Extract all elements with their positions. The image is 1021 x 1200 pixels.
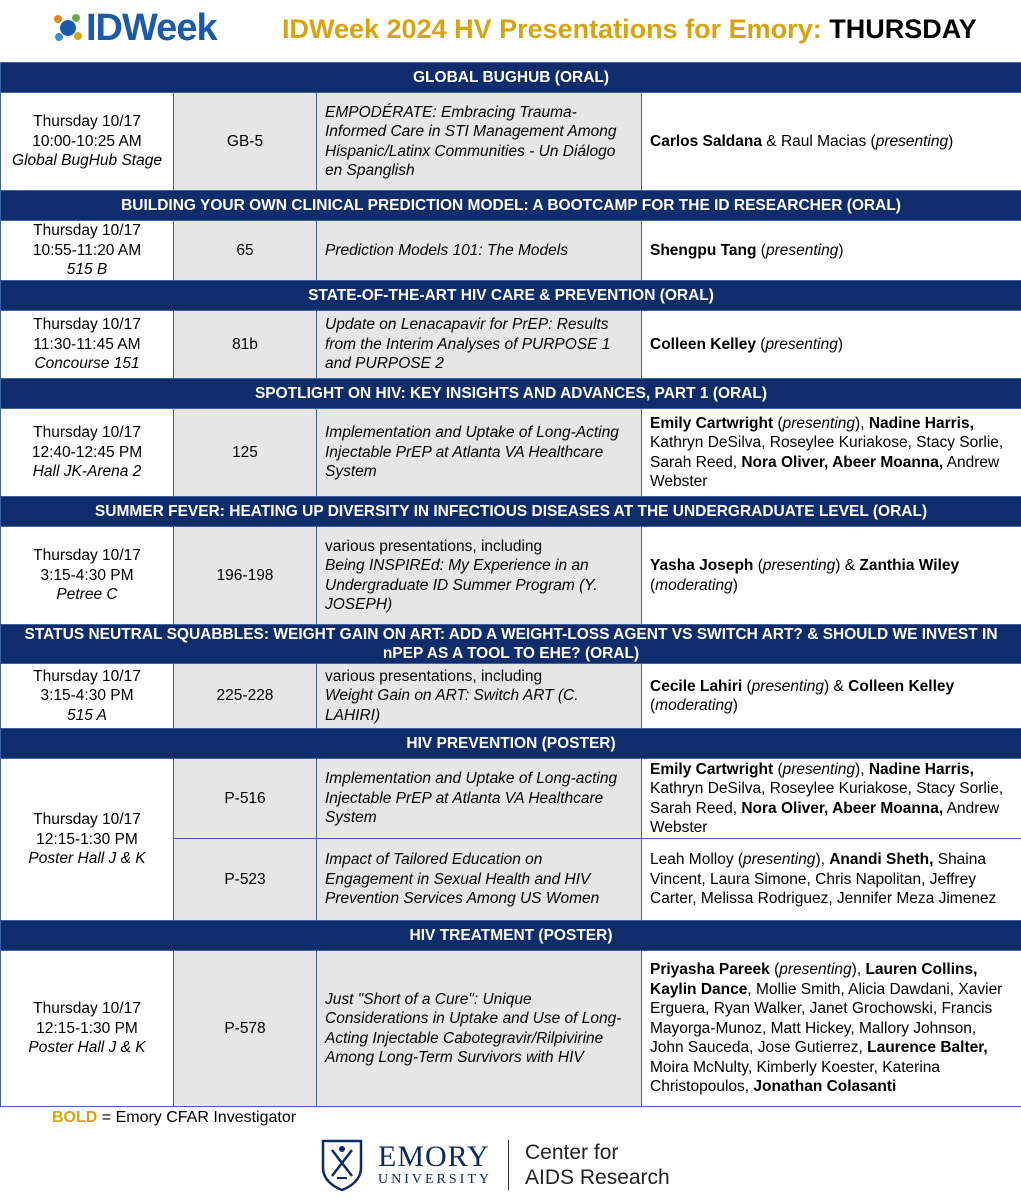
session-row bbox=[1, 221, 1021, 281]
authors-cell bbox=[642, 759, 1021, 839]
session-time: 11:30-11:45 AM bbox=[33, 335, 141, 353]
presentation-title-cell bbox=[317, 221, 642, 281]
author-segment: ( bbox=[755, 335, 766, 353]
page-title-day: THURSDAY bbox=[829, 14, 977, 44]
author-segment: presenting bbox=[743, 851, 816, 869]
authors-cell bbox=[642, 221, 1021, 281]
abstract-code: P-578 bbox=[174, 951, 317, 1107]
section-header-row bbox=[1, 729, 1021, 759]
author-segment: Nadine Harris, bbox=[868, 760, 974, 778]
session-day: Thursday 10/17 bbox=[33, 316, 141, 334]
author-segment: ( bbox=[753, 557, 763, 574]
authors-cell bbox=[642, 951, 1021, 1107]
author-segment: Nora Oliver, Abeer Moanna, bbox=[741, 453, 944, 471]
session-room: 515 A bbox=[67, 706, 107, 724]
section-heading: HIV TREATMENT (POSTER) bbox=[1, 921, 1021, 951]
emory-name-line2: UNIVERSITY bbox=[378, 1172, 492, 1187]
section-header-row bbox=[1, 625, 1021, 664]
session-room: Petree C bbox=[56, 586, 118, 604]
session-day: Thursday 10/17 bbox=[33, 547, 141, 565]
session-day: Thursday 10/17 bbox=[33, 1000, 141, 1018]
page-title-main: IDWeek 2024 HV Presentations for Emory: bbox=[282, 14, 822, 44]
authors-cell bbox=[642, 311, 1021, 379]
author-segment: Shaina Vincent, Laura Simone, Chris Napolitan, Jeffrey Carter, Melissa Rodriguez, Jennifer Meza Jimenez bbox=[650, 851, 997, 908]
session-day: Thursday 10/17 bbox=[33, 667, 141, 685]
emory-wordmark bbox=[378, 1142, 492, 1188]
session-time: 10:00-10:25 AM bbox=[32, 132, 142, 150]
author-segment: Priyasha Pareek bbox=[650, 961, 770, 979]
session-room: 515 B bbox=[66, 261, 108, 279]
author-segment: ) bbox=[948, 132, 954, 150]
session-time: 3:15-4:30 PM bbox=[40, 566, 134, 584]
author-segment: presenting bbox=[779, 961, 852, 979]
presentation-title: EMPODÉRATE: Embracing Trauma-Informed Care in STI Management Among Hispanic/Latinx Communities - Un Diálogo en Spanglish bbox=[325, 103, 617, 179]
author-segment: Zanthia Wiley bbox=[859, 557, 960, 574]
presentation-title: Impact of Tailored Education on Engagement in Sexual Health and HIV Prevention Services Among US Women bbox=[325, 851, 600, 908]
section-header-row bbox=[1, 281, 1021, 311]
author-segment: & Raul Macias ( bbox=[762, 132, 876, 150]
session-day: Thursday 10/17 bbox=[33, 811, 141, 829]
author-segment: ) bbox=[837, 335, 843, 353]
author-segment: presenting bbox=[782, 414, 856, 432]
author-segment: ) & bbox=[835, 557, 860, 574]
author-segment: ( bbox=[769, 961, 780, 979]
author-segment: Kathryn DeSilva, Roseylee Kuriakose, Stacy Sorlie, Sarah Reed, bbox=[650, 434, 1004, 471]
author-segment: Leah Molloy ( bbox=[650, 851, 744, 869]
presentation-title: Implementation and Uptake of Long-acting Injectable PrEP at Atlanta VA Healthcare System bbox=[325, 770, 618, 827]
schedule-table bbox=[0, 62, 1021, 1107]
presentation-title: Being INSPIREd: My Experience in an Undergraduate ID Summer Program (Y. JOSEPH) bbox=[325, 557, 598, 613]
session-time: 10:55-11:20 AM bbox=[32, 241, 142, 259]
author-segment: moderating bbox=[655, 576, 733, 594]
section-heading: SUMMER FEVER: HEATING UP DIVERSITY IN INFECTIOUS DISEASES AT THE UNDERGRADUATE LEVEL (ORAL) bbox=[1, 497, 1021, 527]
abstract-code: GB-5 bbox=[174, 93, 317, 191]
abstract-code: 125 bbox=[174, 409, 317, 497]
author-segment: moderating bbox=[655, 697, 733, 714]
session-when-cell bbox=[1, 93, 174, 191]
presentation-title: Weight Gain on ART: Switch ART (C. LAHIRI) bbox=[325, 687, 579, 724]
logo-divider bbox=[508, 1140, 509, 1190]
author-segment: Laurence Balter, bbox=[867, 1039, 988, 1057]
session-row bbox=[1, 527, 1021, 625]
title-prefix: various presentations, including bbox=[325, 537, 543, 555]
author-segment: ( bbox=[756, 241, 766, 259]
abstract-code: 81b bbox=[174, 311, 317, 379]
session-row bbox=[1, 759, 1021, 839]
author-segment: ( bbox=[742, 677, 752, 695]
session-room: Poster Hall J & K bbox=[28, 1039, 146, 1057]
session-row bbox=[1, 951, 1021, 1107]
session-when-cell bbox=[1, 311, 174, 379]
session-day: Thursday 10/17 bbox=[33, 113, 141, 131]
author-segment: ( bbox=[650, 576, 656, 594]
session-time: 12:15-1:30 PM bbox=[36, 1019, 138, 1037]
abstract-code: 225-228 bbox=[174, 664, 317, 729]
author-segment: ), bbox=[855, 414, 869, 432]
author-segment: ( bbox=[773, 760, 783, 778]
section-heading: GLOBAL BUGHUB (ORAL) bbox=[1, 63, 1021, 93]
presentation-title-cell bbox=[317, 759, 642, 839]
presentation-title-cell bbox=[317, 409, 642, 497]
presentation-title-cell bbox=[317, 951, 642, 1107]
author-segment: Lauren Collins, Kaylin Dance bbox=[650, 961, 978, 998]
author-segment: Cecile Lahiri bbox=[650, 677, 743, 695]
session-time: 3:15-4:30 PM bbox=[40, 687, 134, 705]
session-day: Thursday 10/17 bbox=[33, 222, 141, 240]
emory-name-line1: EMORY bbox=[378, 1140, 490, 1173]
session-when-cell bbox=[1, 409, 174, 497]
section-heading: HIV PREVENTION (POSTER) bbox=[1, 729, 1021, 759]
presentation-title-cell bbox=[317, 527, 642, 625]
session-room: Concourse 151 bbox=[34, 355, 140, 373]
abstract-code: 196-198 bbox=[174, 527, 317, 625]
session-when-cell bbox=[1, 951, 174, 1107]
author-segment: Moira McNulty, Kimberly Koester, Katerina Christopoulos, bbox=[650, 1058, 941, 1096]
title-prefix: various presentations, including bbox=[325, 667, 543, 685]
author-segment: Shengpu Tang bbox=[650, 241, 757, 259]
section-header-row bbox=[1, 379, 1021, 409]
author-segment: ) bbox=[732, 697, 738, 714]
session-when-cell bbox=[1, 664, 174, 729]
section-heading: STATUS NEUTRAL SQUABBLES: WEIGHT GAIN ON ART: ADD A WEIGHT-LOSS AGENT VS SWITCH ART? & SHOULD WE INVEST IN nPEP AS A TOOL TO EHE? (ORAL) bbox=[1, 625, 1021, 664]
section-header-row bbox=[1, 191, 1021, 221]
author-segment: Emily Cartwright bbox=[650, 414, 774, 432]
author-segment: Emily Cartwright bbox=[650, 760, 774, 778]
author-segment: presenting bbox=[782, 760, 856, 778]
author-segment: Nadine Harris, bbox=[868, 414, 974, 432]
author-segment: ) & bbox=[824, 677, 849, 695]
author-segment: , Mollie Smith, Alicia Dawdani, Xavier Erguera, Ryan Walker, Janet Grochowski, Francis Mayorga-Munoz, Matt Hickey, Mallory Johnson, John Sauceda, Jose Gutierrez, bbox=[650, 980, 1003, 1057]
authors-cell bbox=[642, 409, 1021, 497]
author-segment: Carlos Saldana bbox=[650, 132, 762, 150]
author-segment: presenting bbox=[765, 241, 839, 259]
author-segment: presenting bbox=[875, 132, 949, 150]
presentation-title: Prediction Models 101: The Models bbox=[325, 241, 568, 259]
author-segment: ) bbox=[732, 576, 738, 594]
author-segment: ), bbox=[855, 760, 869, 778]
author-segment: ), bbox=[815, 851, 830, 869]
idweek-logo-text: IDWeek bbox=[86, 7, 217, 49]
abstract-code: 65 bbox=[174, 221, 317, 281]
author-segment: Colleen Kelley bbox=[650, 335, 756, 353]
idweek-logo-icon bbox=[52, 12, 84, 44]
author-segment: ( bbox=[650, 697, 656, 714]
cfar-line1: Center for bbox=[525, 1141, 619, 1164]
section-heading: BUILDING YOUR OWN CLINICAL PREDICTION MODEL: A BOOTCAMP FOR THE ID RESEARCHER (ORAL) bbox=[1, 191, 1021, 221]
section-heading: SPOTLIGHT ON HIV: KEY INSIGHTS AND ADVANCES, PART 1 (ORAL) bbox=[1, 379, 1021, 409]
session-when-cell bbox=[1, 527, 174, 625]
session-room: Hall JK-Arena 2 bbox=[32, 463, 142, 481]
session-time: 12:15-1:30 PM bbox=[36, 830, 138, 848]
session-row bbox=[1, 664, 1021, 729]
legend-bold-label: BOLD bbox=[52, 1109, 98, 1126]
author-segment: ( bbox=[773, 414, 783, 432]
authors-cell bbox=[642, 839, 1021, 921]
author-segment: Nora Oliver, Abeer Moanna, bbox=[741, 799, 944, 817]
author-segment: presenting bbox=[762, 557, 836, 574]
authors-cell bbox=[642, 664, 1021, 729]
abstract-code: P-523 bbox=[174, 839, 317, 921]
idweek-logo bbox=[52, 8, 217, 48]
authors-cell bbox=[642, 93, 1021, 191]
section-header-row bbox=[1, 921, 1021, 951]
presentation-title: Implementation and Uptake of Long-Acting Injectable PrEP at Atlanta VA Healthcare System bbox=[325, 424, 619, 481]
section-heading: STATE-OF-THE-ART HIV CARE & PREVENTION (ORAL) bbox=[1, 281, 1021, 311]
session-row bbox=[1, 311, 1021, 379]
legend bbox=[52, 1109, 296, 1127]
session-when-cell bbox=[1, 221, 174, 281]
session-room: Global BugHub Stage bbox=[12, 152, 162, 170]
presentation-title: Just "Short of a Cure": Unique Considerations in Uptake and Use of Long-Acting Injectable Cabotegravir/Rilpivirine Among Long-Term Survivors with HIV bbox=[325, 990, 622, 1066]
author-segment: Yasha Joseph bbox=[650, 557, 754, 574]
cfar-line2: AIDS Research bbox=[525, 1166, 670, 1189]
author-segment: Andrew Webster bbox=[650, 453, 1000, 490]
page-title bbox=[282, 14, 977, 45]
presentation-title-cell bbox=[317, 93, 642, 191]
author-segment: ), bbox=[851, 961, 866, 979]
page-header bbox=[0, 0, 1021, 60]
session-day: Thursday 10/17 bbox=[33, 424, 141, 442]
emory-shield-icon bbox=[320, 1138, 364, 1192]
session-room: Poster Hall J & K bbox=[28, 850, 146, 868]
presentation-title-cell bbox=[317, 839, 642, 921]
section-header-row bbox=[1, 63, 1021, 93]
emory-cfar-logo bbox=[320, 1135, 670, 1195]
author-segment: presenting bbox=[765, 335, 838, 353]
authors-cell bbox=[642, 527, 1021, 625]
legend-text: = Emory CFAR Investigator bbox=[97, 1109, 297, 1126]
cfar-wordmark bbox=[525, 1140, 670, 1190]
session-row bbox=[1, 409, 1021, 497]
presentation-title-cell bbox=[317, 311, 642, 379]
author-segment: Colleen Kelley bbox=[848, 677, 955, 695]
author-segment: Anandi Sheth, bbox=[829, 851, 934, 869]
session-row bbox=[1, 93, 1021, 191]
abstract-code: P-516 bbox=[174, 759, 317, 839]
author-segment: Andrew Webster bbox=[650, 799, 1000, 836]
author-segment: presenting bbox=[751, 677, 825, 695]
presentation-title-cell bbox=[317, 664, 642, 729]
section-header-row bbox=[1, 497, 1021, 527]
author-segment: ) bbox=[838, 241, 844, 259]
author-segment: Kathryn DeSilva, Roseylee Kuriakose, Stacy Sorlie, Sarah Reed, bbox=[650, 780, 1004, 817]
author-segment: Jonathan Colasanti bbox=[753, 1078, 897, 1096]
session-when-cell bbox=[1, 759, 174, 921]
presentation-title: Update on Lenacapavir for PrEP: Results from the Interim Analyses of PURPOSE 1 and PURPOSE 2 bbox=[325, 316, 611, 373]
session-time: 12:40-12:45 PM bbox=[31, 443, 143, 461]
